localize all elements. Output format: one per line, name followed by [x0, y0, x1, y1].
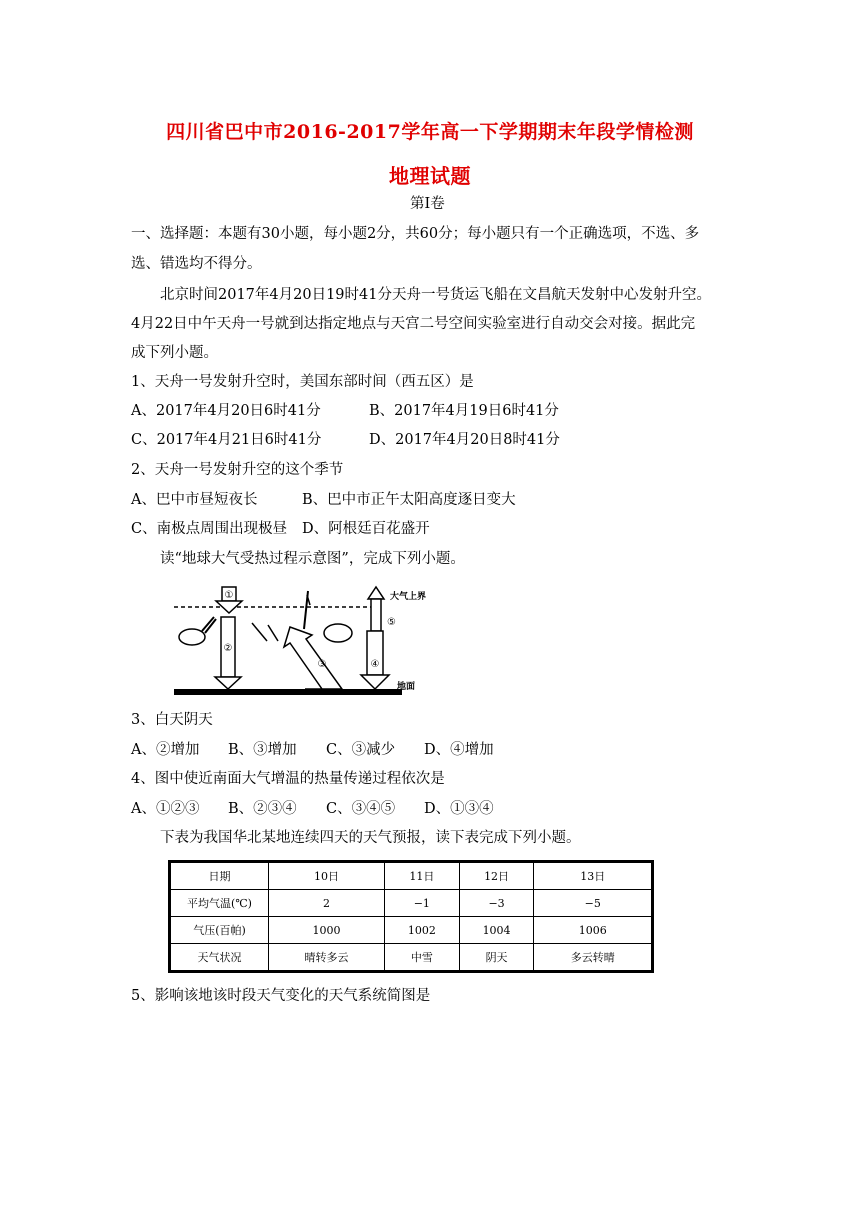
table-cell: 1004 — [459, 917, 534, 944]
q1-stem: 1、天舟一号发射升空时，美国东部时间（西五区）是 — [131, 374, 474, 390]
table-cell: 11日 — [384, 862, 459, 890]
table-cell: 晴转多云 — [269, 944, 385, 972]
table-cell: 平均气温(℃) — [170, 890, 269, 917]
passage1-line-3: 成下列小题。 — [131, 345, 218, 361]
passage3: 下表为我国华北某地连续四天的天气预报，读下表完成下列小题。 — [160, 830, 581, 846]
ground-bar — [174, 689, 402, 695]
table-row — [170, 862, 653, 890]
mark-1: ① — [224, 590, 234, 601]
q1-option-a: A、2017年4月20日6时41分 — [131, 403, 321, 419]
table-cell: 气压(百帕) — [170, 917, 269, 944]
volume-label: 第Ⅰ卷 — [410, 196, 445, 212]
table-cell: 13日 — [534, 862, 653, 890]
q3-stem: 3、白天阴天 — [131, 712, 213, 728]
weather-forecast-table — [168, 860, 654, 973]
cloud-right — [324, 624, 352, 642]
cloud-left — [179, 629, 205, 645]
instructions-line-1: 一、选择题：本题有30小题，每小题2分，共60分；每小题只有一个正确选项，不选、多 — [131, 226, 700, 242]
table-row — [170, 944, 653, 972]
table-cell: 1000 — [269, 917, 385, 944]
table-cell: 日期 — [170, 862, 269, 890]
q4-option-a: A、①②③ — [131, 801, 200, 817]
passage1-line-2: 4月22日中午天舟一号就到达指定地点与天宫二号空间实验室进行自动交会对接。据此完 — [131, 316, 696, 332]
q2-option-d: D、阿根廷百花盛开 — [302, 521, 430, 537]
mark-5: ⑤ — [387, 617, 396, 628]
table-cell: −1 — [384, 890, 459, 917]
table-cell: 多云转晴 — [534, 944, 653, 972]
table-cell: 中雪 — [384, 944, 459, 972]
q2-stem: 2、天舟一号发射升空的这个季节 — [131, 462, 344, 478]
table-cell: 天气状况 — [170, 944, 269, 972]
atmosphere-heating-diagram — [172, 585, 440, 705]
table-cell: 12日 — [459, 862, 534, 890]
q1-option-b: B、2017年4月19日6时41分 — [369, 403, 559, 419]
passage1-line-1: 北京时间2017年4月20日19时41分天舟一号货运飞船在文昌航天发射中心发射升空。 — [160, 287, 711, 303]
q2-option-b: B、巴中市正午太阳高度逐日变大 — [302, 492, 516, 508]
table-cell: 1002 — [384, 917, 459, 944]
q2-option-a: A、巴中市昼短夜长 — [131, 492, 258, 508]
q3-option-c: C、③减少 — [326, 742, 396, 758]
exam-subtitle: 地理试题 — [389, 164, 471, 188]
q4-option-b: B、②③④ — [228, 801, 297, 817]
table-cell: 1006 — [534, 917, 653, 944]
q4-option-c: C、③④⑤ — [326, 801, 396, 817]
q1-option-c: C、2017年4月21日6时41分 — [131, 432, 322, 448]
label-ground: 地面 — [397, 682, 416, 692]
exam-title: 四川省巴中市2016-2017学年高一下学期期末年段学情检测 — [166, 121, 694, 143]
mark-4: ④ — [370, 659, 380, 670]
instructions-line-2: 选、错选均不得分。 — [131, 256, 262, 272]
q4-option-d: D、①③④ — [424, 801, 494, 817]
table-cell: −3 — [459, 890, 534, 917]
label-atmosphere-top: 大气上界 — [390, 592, 427, 602]
table-cell: −5 — [534, 890, 653, 917]
q2-option-c: C、南极点周围出现极昼 — [131, 521, 288, 537]
q3-option-b: B、③增加 — [228, 742, 297, 758]
mark-3: ③ — [317, 659, 327, 670]
q5-stem: 5、影响该地该时段天气变化的天气系统简图是 — [131, 988, 431, 1004]
table-cell: 2 — [269, 890, 385, 917]
table-cell: 10日 — [269, 862, 385, 890]
passage2: 读“地球大气受热过程示意图”，完成下列小题。 — [160, 551, 465, 567]
q1-option-d: D、2017年4月20日8时41分 — [369, 432, 560, 448]
q4-stem: 4、图中使近南面大气增温的热量传递过程依次是 — [131, 771, 445, 787]
table-row — [170, 917, 653, 944]
q3-option-d: D、④增加 — [424, 742, 494, 758]
mark-2: ② — [223, 643, 233, 654]
table-cell: 阴天 — [459, 944, 534, 972]
q3-option-a: A、②增加 — [131, 742, 200, 758]
table-row — [170, 890, 653, 917]
